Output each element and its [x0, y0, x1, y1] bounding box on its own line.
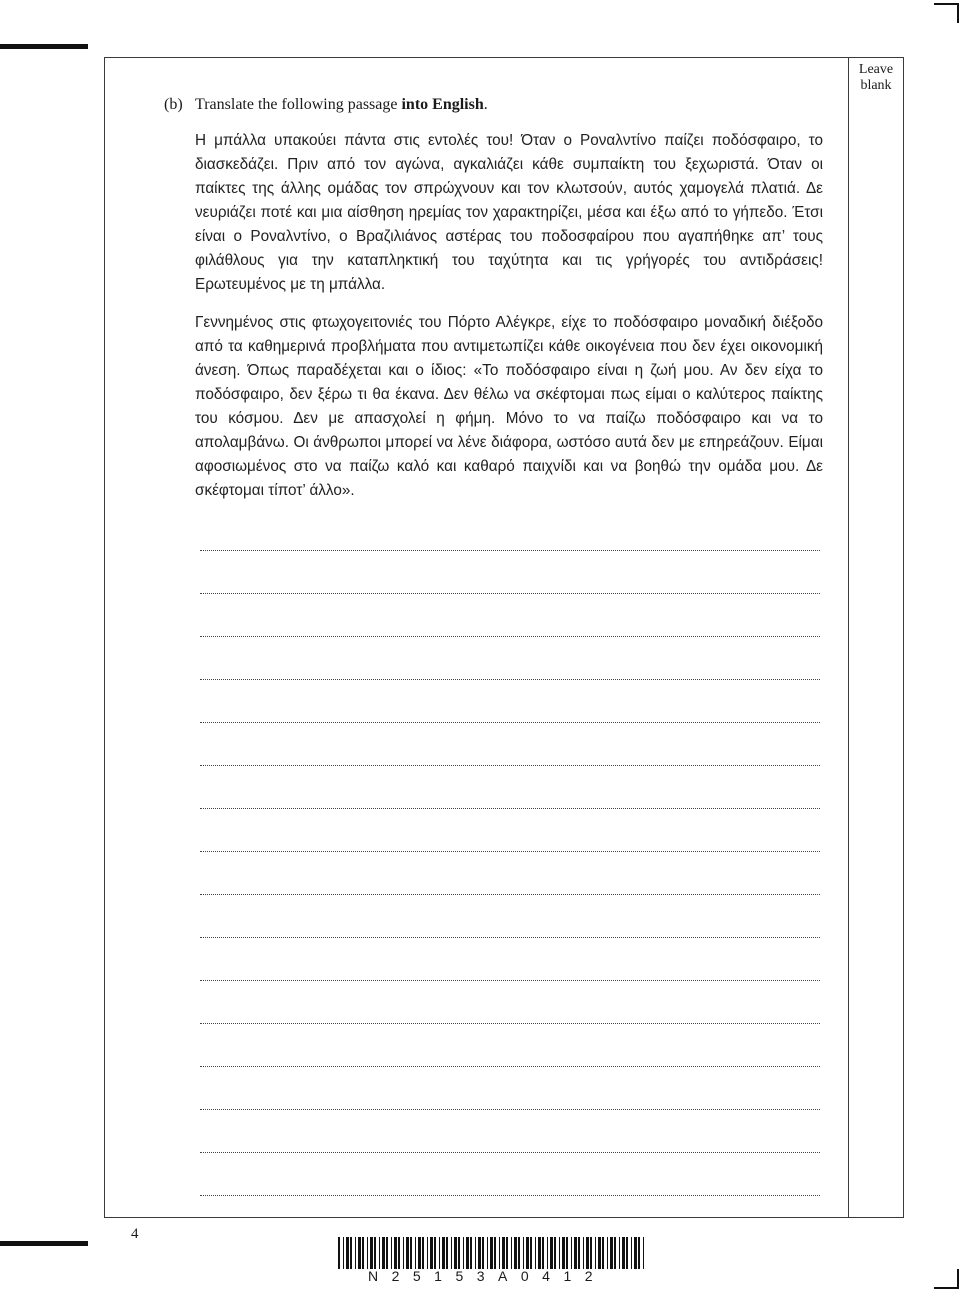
- barcode-bar: [386, 1237, 388, 1269]
- crop-mark-top-right: [934, 3, 958, 5]
- barcode-bar: [619, 1237, 620, 1269]
- barcode-bar: [562, 1237, 565, 1269]
- barcode-bar: [638, 1237, 640, 1269]
- barcode-text: N25153A0412: [368, 1268, 607, 1284]
- barcode-bar: [547, 1237, 548, 1269]
- barcode-bar: [350, 1237, 352, 1269]
- barcode-bar: [631, 1237, 632, 1269]
- passage-paragraph-2: Γεννημένος στις φτωχογειτονιές του Πόρτο Αλέγκρε, είχε το ποδόσφαιρο μοναδική διέξοδο από τα καθημερινά προβλήματα που αντιμετωπίζει κάθε οικογένεια που δεν έχει οικονομική άνεση. Όπως παραδέχεται και ο ίδιος: «Το ποδόσφαιρο είναι η ζωή μου. Αν δεν είχα το ποδόσφαιρο, δεν ξέρω τι θα έκανα. Δεν θέλω να σκέφτομαι πως είμαι ο καλύτερος παίκτης του κόσμου. Δεν με απασχολεί η φήμη. Μόνο το να παίζω ποδόσφαιρο και να το απολαμβάνω. Οι άνθρωποι μπορεί να λένε διάφορα, ωστόσο αυτά δεν με επηρεάζουν. Είμαι αφοσιωμένος στο να παίζω καλό και καθαρό παιχνίδι και να βοηθώ την ομάδα μου. Δε σκέφτομαι τίποτ’ άλλο».: [195, 314, 823, 499]
- crop-mark-bottom-left: [0, 1241, 88, 1246]
- answer-line[interactable]: [200, 1153, 820, 1196]
- barcode-bar: [550, 1237, 553, 1269]
- barcode-bar: [502, 1237, 505, 1269]
- barcode-bar: [346, 1237, 349, 1269]
- barcode-bar: [442, 1237, 445, 1269]
- barcode-bar: [554, 1237, 556, 1269]
- barcode-bar: [458, 1237, 460, 1269]
- answer-line[interactable]: [200, 723, 820, 766]
- barcode-bar: [430, 1237, 433, 1269]
- barcode-bar: [622, 1237, 625, 1269]
- barcode-bar: [367, 1237, 368, 1269]
- barcode-bar: [475, 1237, 476, 1269]
- barcode-bar: [374, 1237, 376, 1269]
- barcode-bar: [542, 1237, 544, 1269]
- barcode-bar: [583, 1237, 584, 1269]
- answer-line[interactable]: [200, 809, 820, 852]
- answer-line[interactable]: [200, 680, 820, 723]
- barcode-bar: [358, 1237, 361, 1269]
- barcode-bar: [418, 1237, 421, 1269]
- answer-line[interactable]: [200, 852, 820, 895]
- barcode-bar: [391, 1237, 392, 1269]
- barcode-bar: [598, 1237, 601, 1269]
- page-number: 4: [131, 1226, 139, 1242]
- barcode-bar: [602, 1237, 604, 1269]
- answer-line[interactable]: [200, 637, 820, 680]
- crop-mark-top-left: [0, 44, 88, 49]
- barcode-bar: [506, 1237, 508, 1269]
- barcode-bar: [590, 1237, 592, 1269]
- barcode-bar: [463, 1237, 464, 1269]
- leave-blank-column: [848, 57, 904, 1218]
- crop-mark-bottom-right: [934, 1287, 958, 1289]
- barcode-bar: [362, 1237, 364, 1269]
- barcode-bar: [355, 1237, 356, 1269]
- barcode-bar: [466, 1237, 469, 1269]
- barcode-bar: [422, 1237, 424, 1269]
- barcode-bar: [518, 1237, 520, 1269]
- answer-line[interactable]: [200, 938, 820, 981]
- barcode-bar: [478, 1237, 481, 1269]
- barcode-bar: [398, 1237, 400, 1269]
- question-instruction-prefix: Translate the following passage: [195, 96, 402, 113]
- barcode-bar: [559, 1237, 560, 1269]
- barcode-bar: [499, 1237, 500, 1269]
- barcode-bar: [451, 1237, 452, 1269]
- barcode-bar: [614, 1237, 616, 1269]
- barcode-bar: [610, 1237, 613, 1269]
- barcode-bar: [454, 1237, 457, 1269]
- answer-line[interactable]: [200, 1110, 820, 1153]
- barcode-bar: [410, 1237, 412, 1269]
- barcode-bar: [370, 1237, 373, 1269]
- barcode-bar: [382, 1237, 385, 1269]
- barcode-bar: [470, 1237, 472, 1269]
- barcode-bar: [574, 1237, 577, 1269]
- barcode-bar: [338, 1237, 340, 1269]
- question-instruction-bold: into English: [401, 96, 484, 113]
- barcode-bar: [595, 1237, 596, 1269]
- barcode-bar: [514, 1237, 517, 1269]
- barcode-bar: [526, 1237, 529, 1269]
- question-heading: [164, 94, 488, 116]
- barcode-bar: [586, 1237, 589, 1269]
- crop-mark-top-right-vertical: [957, 3, 959, 23]
- barcode-bar: [490, 1237, 493, 1269]
- barcode-bar: [394, 1237, 397, 1269]
- answer-line[interactable]: [200, 895, 820, 938]
- barcode: [338, 1237, 644, 1269]
- barcode-bar: [571, 1237, 572, 1269]
- barcode-bar: [578, 1237, 580, 1269]
- barcode-bar: [434, 1237, 436, 1269]
- barcode-bar: [535, 1237, 536, 1269]
- barcode-bar: [511, 1237, 512, 1269]
- barcode-bar: [427, 1237, 428, 1269]
- barcode-bar: [482, 1237, 484, 1269]
- barcode-bar: [494, 1237, 496, 1269]
- answer-line[interactable]: [200, 508, 820, 551]
- answer-line[interactable]: [200, 551, 820, 594]
- barcode-bar: [415, 1237, 416, 1269]
- answer-area[interactable]: [200, 508, 820, 1196]
- answer-line[interactable]: [200, 766, 820, 809]
- barcode-bar: [607, 1237, 608, 1269]
- barcode-bar: [643, 1237, 644, 1269]
- barcode-bar: [379, 1237, 380, 1269]
- barcode-bar: [538, 1237, 541, 1269]
- answer-line[interactable]: [200, 1024, 820, 1067]
- crop-mark-bottom-right-vertical: [957, 1269, 959, 1289]
- answer-line[interactable]: [200, 981, 820, 1024]
- answer-line[interactable]: [200, 594, 820, 637]
- barcode-bar: [523, 1237, 524, 1269]
- barcode-bar: [530, 1237, 532, 1269]
- answer-line[interactable]: [200, 1067, 820, 1110]
- question-label: (b): [164, 96, 183, 113]
- barcode-bar: [446, 1237, 448, 1269]
- barcode-bar: [634, 1237, 637, 1269]
- barcode-bar: [403, 1237, 404, 1269]
- barcode-bar: [439, 1237, 440, 1269]
- barcode-bar: [566, 1237, 568, 1269]
- passage-paragraph-1: Η μπάλλα υπακούει πάντα στις εντολές του! Όταν ο Ροναλντίνο παίζει ποδόσφαιρο, το διασκεδάζει. Πριν από τον αγώνα, αγκαλιάζει κάθε συμπαίκτη του ξεχωριστά. Όταν οι παίκτες της άλλης ομάδας τον σπρώχνουν και τον κλωτσούν, αυτός χαμογελά πλατιά. Δε νευριάζει ποτέ και μια αίσθηση ηρεμίας τον χαρακτηρίζει, μέσα και έξω από το γήπεδο. Έτσι είναι ο Ροναλντίνο, ο Βραζιλιάνος αστέρας του ποδοσφαίρου που αγαπήθηκε απ’ τους φιλάθλους για την καταπληκτική του ταχύτητα και τις γρήγορές του αντιδράσεις! Ερωτευμένος με τη μπάλλα.: [195, 132, 823, 293]
- question-instruction-suffix: .: [483, 96, 488, 113]
- barcode-bar: [343, 1237, 344, 1269]
- barcode-bar: [626, 1237, 628, 1269]
- barcode-bar: [406, 1237, 409, 1269]
- leave-blank-label: Leave blank: [858, 62, 894, 93]
- barcode-bar: [487, 1237, 488, 1269]
